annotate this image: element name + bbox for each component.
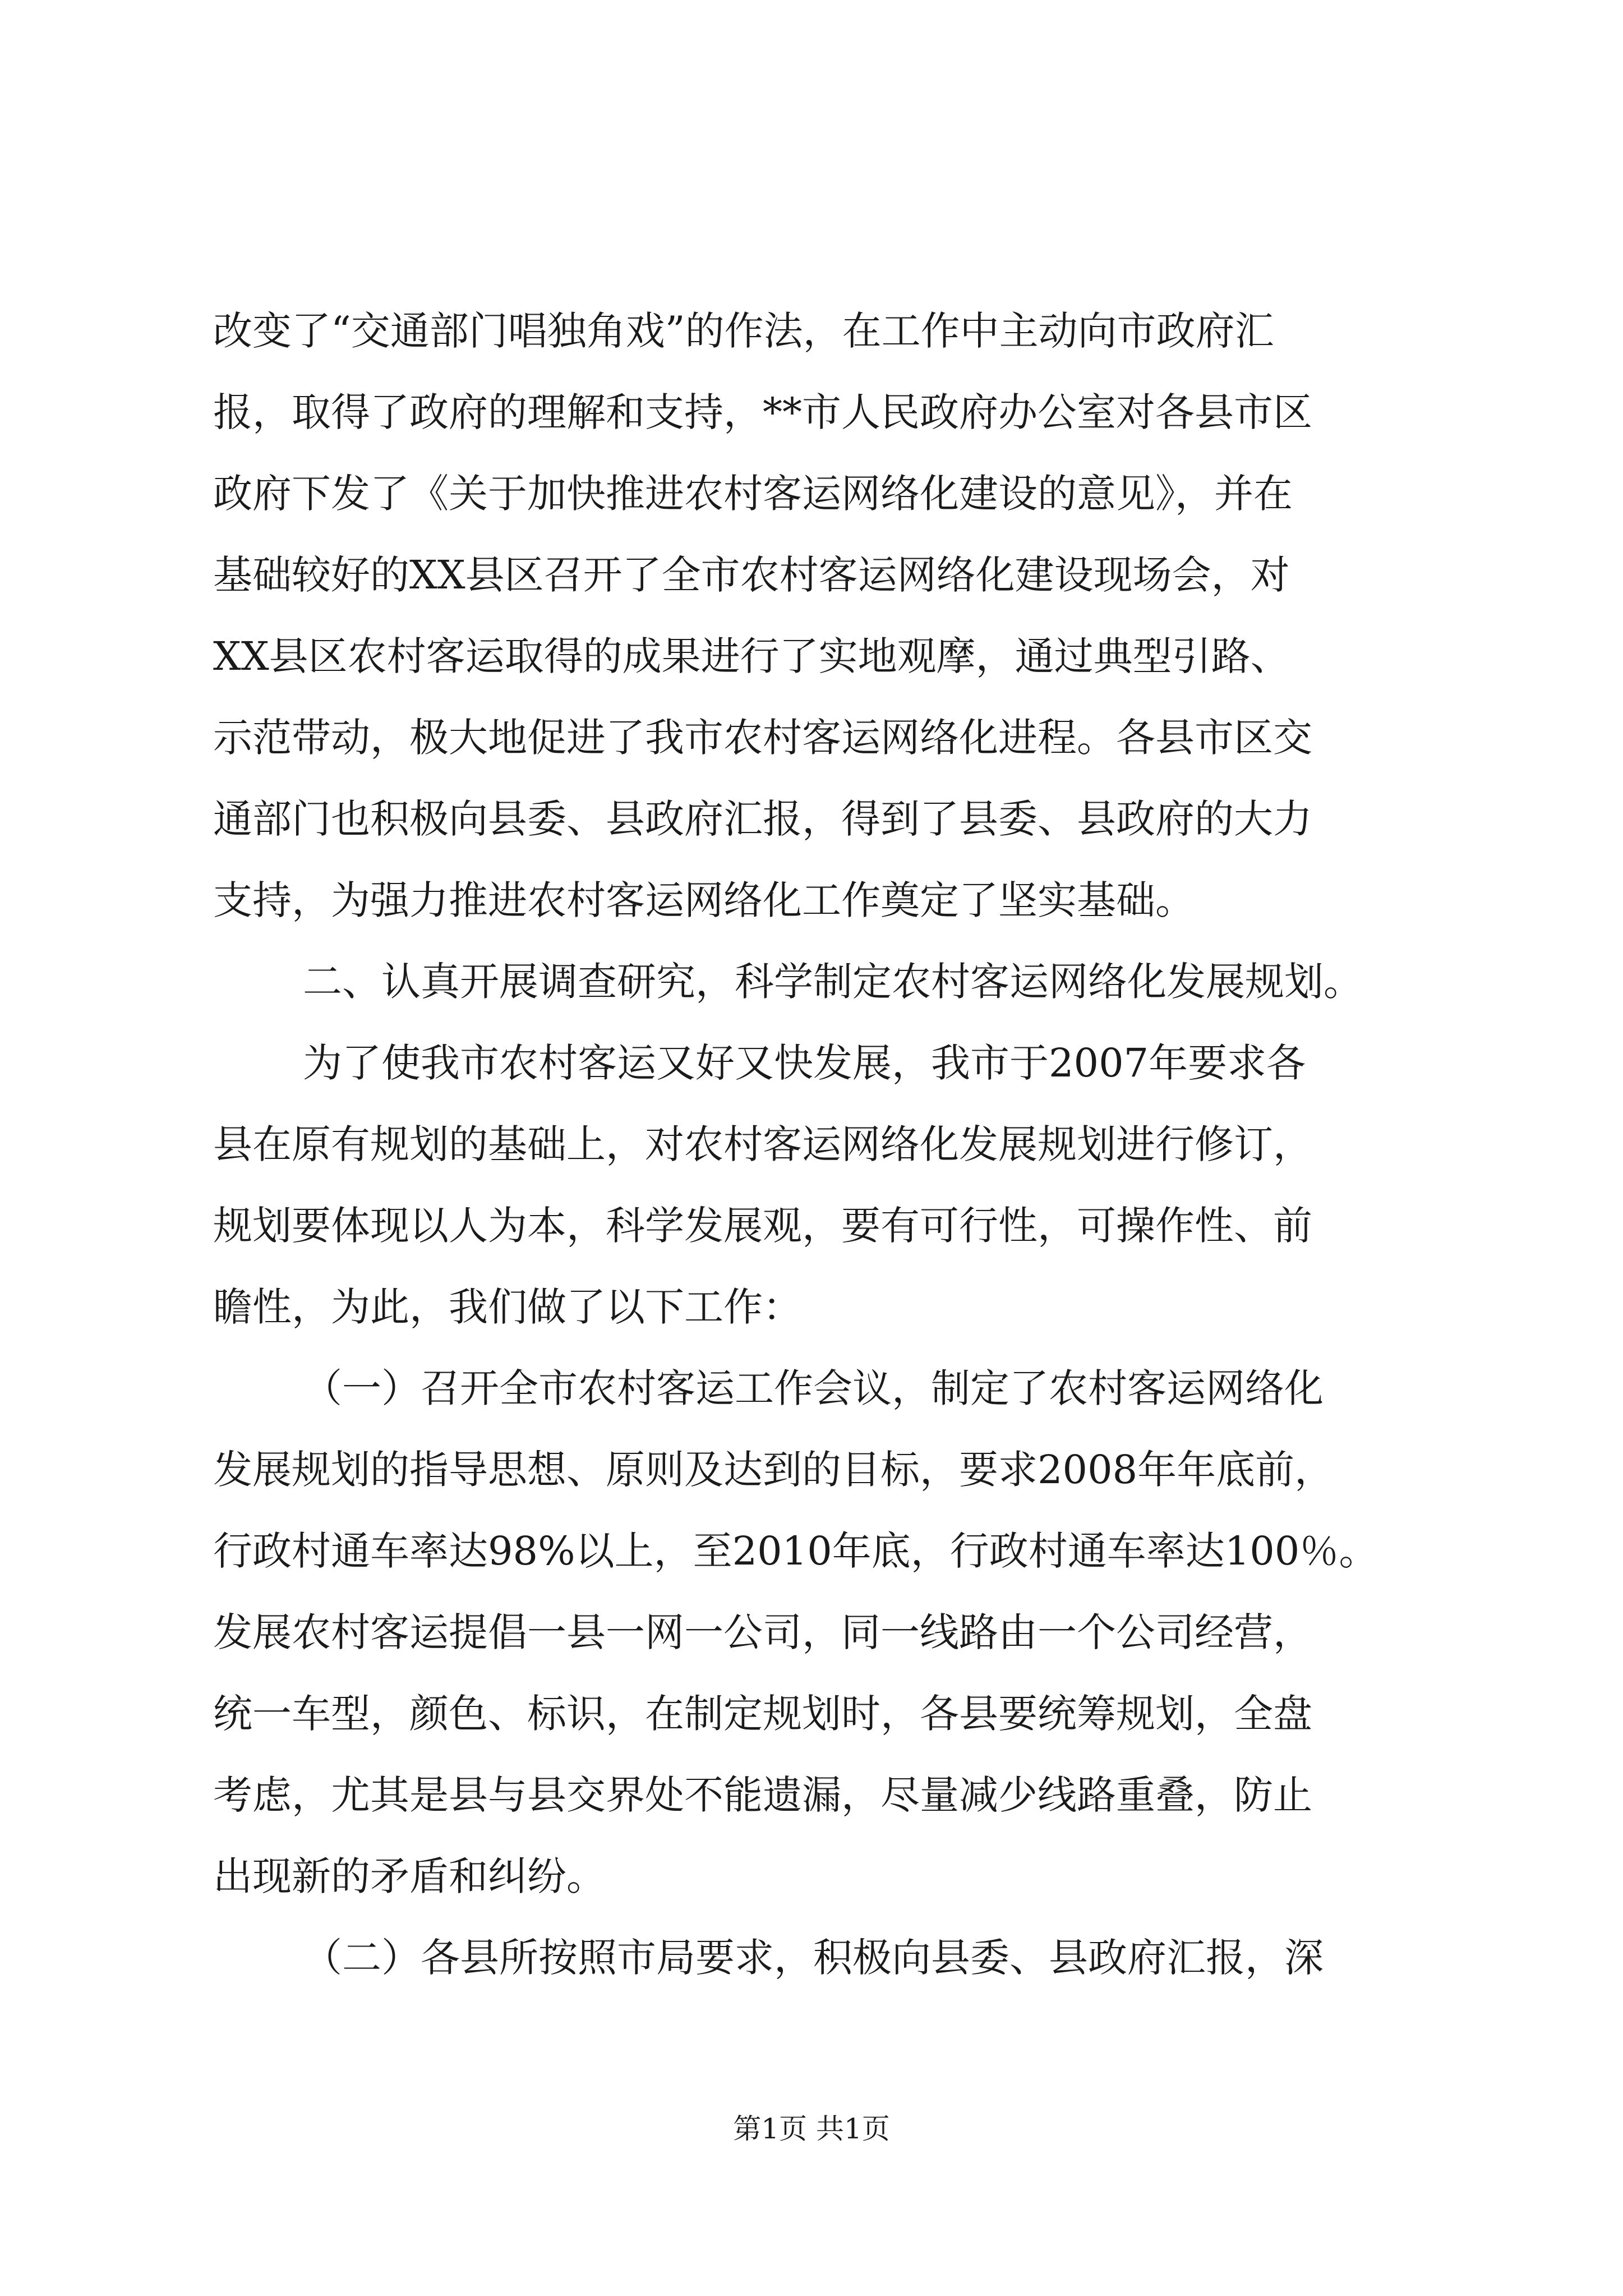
body-text-line: 行政村通车率达98%以上，至2010年底，行政村通车率达100％。 [213,1528,1378,1574]
body-text-line: 报，取得了政府的理解和支持，**市人民政府办公室对各县市区 [213,389,1312,435]
subsection-heading: （二）各县所按照市局要求，积极向县委、县政府汇报，深 [303,1935,1324,1981]
body-text-line: 发展农村客运提倡一县一网一公司，同一线路由一个公司经营， [213,1609,1312,1655]
body-text-line: 基础较好的XX县区召开了全市农村客运网络化建设现场会，对 [213,552,1290,598]
body-text-line: 示范带动，极大地促进了我市农村客运网络化进程。各县市区交 [213,715,1312,761]
body-text-line: 通部门也积极向县委、县政府汇报，得到了县委、县政府的大力 [213,796,1312,842]
body-text-line: XX县区农村客运取得的成果进行了实地观摩，通过典型引路、 [213,633,1290,679]
body-text-line: 统一车型，颜色、标识，在制定规划时，各县要统筹规划，全盘 [213,1691,1312,1737]
page-footer: 第1页 共1页 [733,2113,890,2145]
body-text-line: 考虑，尤其是县与县交界处不能遗漏，尽量减少线路重叠，防止 [213,1772,1312,1818]
body-text-line: 支持，为强力推进农村客运网络化工作奠定了坚实基础。 [213,877,1195,923]
section-heading: 二、认真开展调查研究，科学制定农村客运网络化发展规划。 [303,959,1363,1005]
body-text-line: 改变了“交通部门唱独角戏”的作法，在工作中主动向市政府汇 [213,308,1274,354]
body-text-line: 出现新的矛盾和纠纷。 [213,1853,606,1899]
body-text-line: 为了使我市农村客运又好又快发展，我市于2007年要求各 [303,1040,1306,1086]
body-text-line: 县在原有规划的基础上，对农村客运网络化发展规划进行修订， [213,1121,1312,1167]
subsection-heading: （一）召开全市农村客运工作会议，制定了农村客运网络化 [303,1365,1324,1411]
body-text-line: 规划要体现以人为本，科学发展观，要有可行性，可操作性、前 [213,1203,1312,1249]
body-text-line: 政府下发了《关于加快推进农村客运网络化建设的意见》，并在 [213,471,1293,517]
body-text-line: 瞻性，为此，我们做了以下工作： [213,1284,802,1330]
body-text-line: 发展规划的指导思想、原则及达到的目标，要求2008年年底前， [213,1447,1334,1493]
